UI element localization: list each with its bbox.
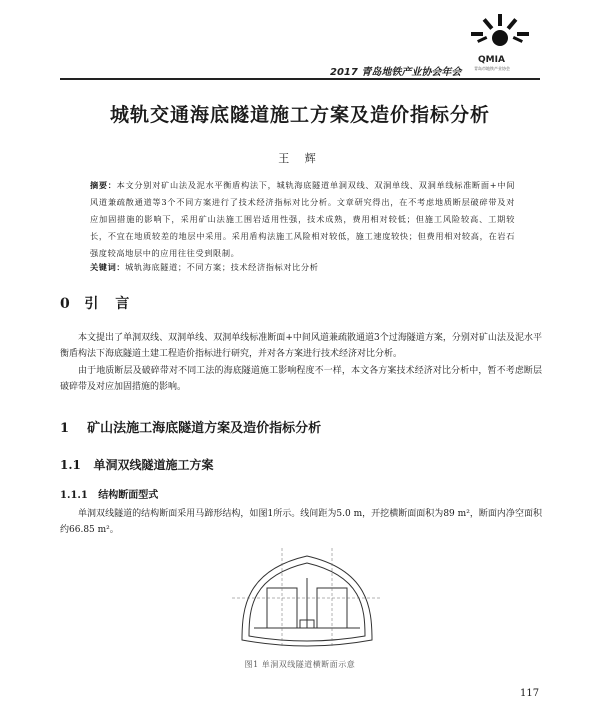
section-1-number: 1: [60, 421, 70, 436]
conference-header: 2017 青岛地铁产业协会年会: [330, 67, 462, 78]
abstract-label: 摘要：: [90, 180, 117, 190]
section-1-title: 矿山法施工海底隧道方案及造价指标分析: [87, 421, 322, 436]
author-name: 王 辉: [278, 152, 322, 165]
section-1-1-number: 1.1: [60, 458, 81, 472]
section-1-1-heading: [60, 456, 213, 473]
section-0-title: 引 言: [84, 296, 136, 312]
section-0-paragraph-1: 本文提出了单洞双线、双洞单线、双洞单线标准断面+中间风道兼疏散通道3个过海隧道方案，分别对矿山法及泥水平衡盾构法下海底隧道土建工程造价指标进行研究，并对各方案进行技术经济对比分析。: [60, 333, 542, 359]
tunnel-cross-section-figure: [232, 548, 382, 656]
section-1-1-1-title: 结构断面型式: [98, 490, 159, 501]
keywords-label: 关键词：: [90, 262, 126, 272]
section-1-1-1-heading: [60, 486, 158, 501]
section-1-heading: [60, 417, 321, 436]
section-1-1-1-number: 1.1.1: [60, 490, 88, 501]
keywords: [90, 262, 515, 273]
section-0-paragraph-2: 由于地质断层及破碎带对不同工法的海底隧道施工影响程度不一样，本文各方案技术经济对比分析中，暂不考虑断层破碎带及对应加固措施的影响。: [60, 366, 542, 392]
page-number: 117: [520, 688, 540, 699]
section-0-heading: [60, 293, 135, 313]
section-0-number: 0: [60, 296, 70, 312]
paper-title: 城轨交通海底隧道施工方案及造价指标分析: [109, 104, 490, 126]
abstract-text: 本文分别对矿山法及泥水平衡盾构法下，城轨海底隧道单洞双线、双洞单线、双洞单线标准断面+中间风道兼疏散通道等3个不同方案进行了技术经济指标对比分析。文章研究得出，在不考虑地质断层破碎带及对应加固措施的影响下，采用矿山法施工围岩适用性强，技术成熟，费用相对较低；但施工风险较高、工期较长，不宜在地质较差的地层中采用。采用盾构法施工风险相对较低，施工速度较快；但费用相对较高，在岩石强度较高地层中的应用往往受到限制。: [90, 180, 515, 258]
logo-name: QMIA: [478, 55, 505, 65]
section-1-1-title: 单洞双线隧道施工方案: [93, 458, 214, 472]
section-1-1-1-paragraph: 单洞双线隧道的结构断面采用马蹄形结构，如图1所示。线间距为5.0 m，开挖横断面面积为89 m²，断面内净空面积约66.85 m²。: [60, 509, 542, 535]
logo-subtitle: 青岛市地铁产业协会: [474, 66, 510, 71]
keywords-text: 城轨海底隧道；不同方案；技术经济指标对比分析: [125, 262, 319, 272]
header-rule: [60, 78, 540, 80]
abstract: [90, 177, 515, 262]
figure-caption: 图1 单洞双线隧道横断面示意: [244, 660, 356, 669]
